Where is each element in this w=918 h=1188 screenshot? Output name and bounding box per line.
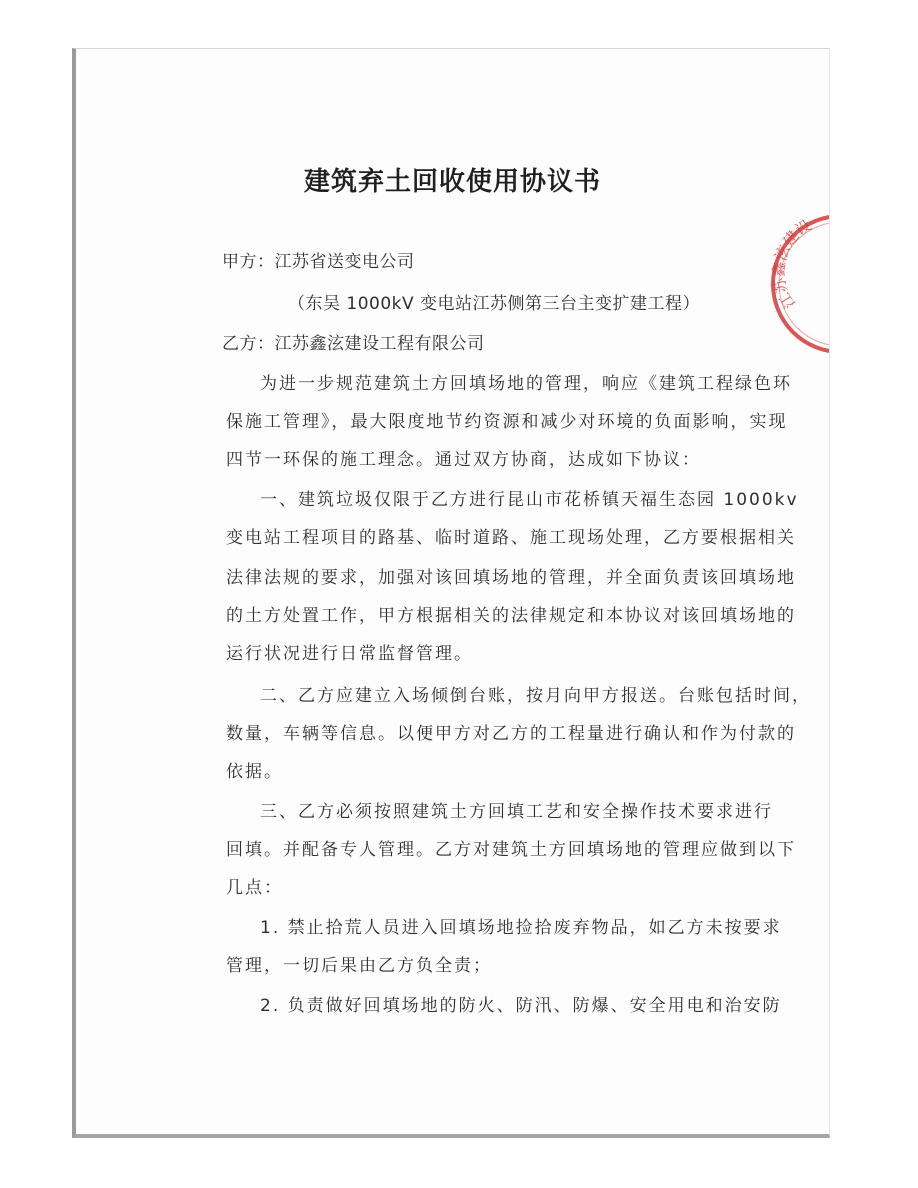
party-b: 乙方：江苏鑫泫建设工程有限公司 (222, 334, 485, 354)
clause2-line: 二、乙方应建立入场倾倒台账，按月向甲方报送。台账包括时间， (260, 686, 811, 706)
clause1-line: 一、建筑垃圾仅限于乙方进行昆山市花桥镇天福生态园 1000kv (260, 490, 799, 510)
clause3-line: 回填。并配备专人管理。乙方对建筑土方回填场地的管理应做到以下 (226, 840, 796, 860)
party-a-project: （东吴 1000kV 变电站江苏侧第三台主变扩建工程） (288, 294, 701, 314)
party-a: 甲方：江苏省送变电公司 (222, 252, 415, 272)
seal-text: 江苏鑫泫建设 (769, 216, 815, 312)
clause3-line: 三、乙方必须按照建筑土方回填工艺和安全操作技术要求进行 (260, 802, 773, 822)
clause2-line: 数量，车辆等信息。以便甲方对乙方的工程量进行确认和作为付款的 (226, 724, 796, 744)
item2-line: 2. 负责做好回填场地的防火、防汛、防爆、安全用电和治安防 (260, 996, 782, 1016)
document-title: 建筑弃土回收使用协议书 (303, 167, 601, 197)
clause1-line: 法律法规的要求，加强对该回填场地的管理，并全面负责该回填场地 (226, 568, 796, 588)
clause1-line: 运行状况进行日常监督管理。 (226, 644, 473, 664)
item1-line: 1. 禁止拾荒人员进入回填场地捡拾废弃物品，如乙方未按要求 (260, 918, 782, 938)
intro-line: 四节一环保的施工理念。通过双方协商，达成如下协议： (226, 450, 701, 470)
intro-line: 保施工管理》，最大限度地节约资源和减少对环境的负面影响，实现 (226, 412, 788, 432)
document-sheet (72, 48, 830, 1138)
clause1-line: 的土方处置工作，甲方根据相关的法律规定和本协议对该回填场地的 (226, 606, 796, 626)
intro-line: 为进一步规范建筑土方回填场地的管理，响应《建筑工程绿色环 (260, 374, 792, 394)
clause2-line: 依据。 (226, 762, 283, 782)
clause3-line: 几点： (226, 878, 283, 898)
clause1-line: 变电站工程项目的路基、临时道路、施工现场处理，乙方要根据相关 (226, 528, 796, 548)
item1-line: 管理，一切后果由乙方负全责； (226, 956, 492, 976)
company-seal (766, 209, 830, 359)
